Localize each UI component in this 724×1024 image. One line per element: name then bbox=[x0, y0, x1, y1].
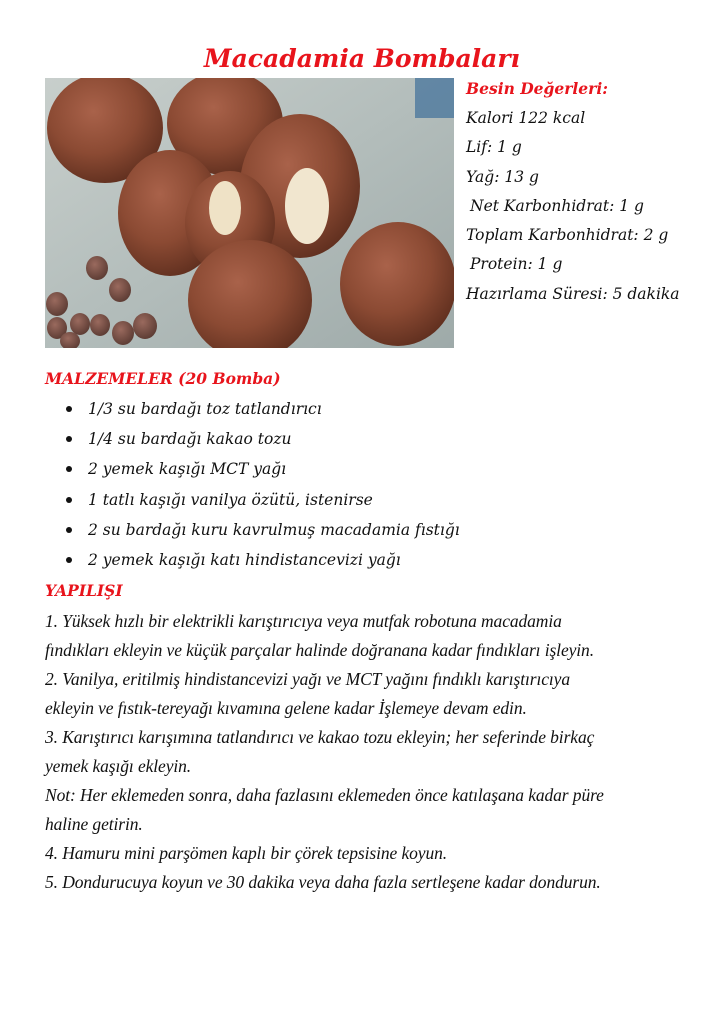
instruction-line: 3. Karıştırıcı karışımına tatlandırıcı ve kakao tozu ekleyin; her seferinde birkaç bbox=[45, 727, 595, 747]
ingredient-text: 2 yemek kaşığı MCT yağı bbox=[88, 460, 287, 479]
instruction-line: yemek kaşığı ekleyin. bbox=[45, 756, 192, 776]
instruction-line: fındıkları ekleyin ve küçük parçalar halinde doğranana kadar fındıkları işleyin. bbox=[45, 640, 594, 660]
chocolate-chip bbox=[90, 314, 110, 336]
bullet-icon bbox=[66, 557, 72, 563]
instruction-note: haline getirin. bbox=[45, 814, 143, 834]
bullet-icon bbox=[66, 466, 72, 472]
instructions-heading: YAPILIŞI bbox=[45, 581, 123, 600]
nutrition-calories: Kalori 122 kcal bbox=[466, 109, 586, 127]
ingredient-text: 1/3 su bardağı toz tatlandırıcı bbox=[88, 400, 322, 418]
ingredient-item bbox=[62, 458, 460, 488]
nutrition-heading: Besin Değerleri: bbox=[466, 79, 608, 98]
instruction-line: ekleyin ve fıstık-tereyağı kıvamına gelene kadar İşlemeye devam edin. bbox=[45, 698, 527, 718]
nutrition-total-carbs: Toplam Karbonhidrat: 2 g bbox=[466, 226, 669, 245]
nutrition-fiber: Lif: 1 g bbox=[466, 138, 522, 157]
ingredient-item bbox=[62, 398, 460, 428]
chocolate-ball bbox=[340, 222, 454, 346]
instruction-line: 5. Dondurucuya koyun ve 30 dakika veya daha fazla sertleşene kadar dondurun. bbox=[45, 872, 601, 892]
bullet-icon bbox=[66, 527, 72, 533]
chocolate-chip bbox=[46, 292, 68, 316]
instruction-note: Not: Her eklemeden sonra, daha fazlasını eklemeden önce katılaşana kadar püre bbox=[45, 785, 604, 805]
macadamia-nut bbox=[209, 181, 241, 235]
chocolate-balls-illustration bbox=[45, 78, 454, 348]
ingredient-text: 2 su bardağı kuru kavrulmuş macadamia fıstığı bbox=[88, 520, 460, 539]
nutrition-fat: Yağ: 13 g bbox=[466, 167, 539, 186]
ingredients-list bbox=[62, 398, 460, 579]
ingredient-item bbox=[62, 428, 460, 458]
ingredient-item bbox=[62, 489, 460, 519]
chocolate-chip bbox=[86, 256, 108, 280]
macadamia-nut bbox=[285, 168, 329, 244]
recipe-photo bbox=[45, 78, 454, 348]
ingredient-text: 2 yemek kaşığı katı hindistancevizi yağı bbox=[88, 550, 401, 569]
chocolate-chip bbox=[133, 313, 157, 339]
nutrition-prep-time: Hazırlama Süresi: 5 dakika bbox=[466, 284, 680, 303]
ingredient-text: 1 tatlı kaşığı vanilya özütü, istenirse bbox=[88, 490, 373, 509]
bullet-icon bbox=[66, 497, 72, 503]
nutrition-protein: Protein: 1 g bbox=[470, 255, 563, 274]
chocolate-chip bbox=[70, 313, 90, 335]
instruction-line: 1. Yüksek hızlı bir elektrikli karıştırıcıya veya mutfak robotuna macadamia bbox=[45, 611, 562, 631]
instruction-line: 2. Vanilya, eritilmiş hindistancevizi yağı ve MCT yağını fındıklı karıştırıcıya bbox=[45, 669, 570, 689]
ingredient-item bbox=[62, 519, 460, 549]
nutrition-net-carbs: Net Karbonhidrat: 1 g bbox=[470, 196, 644, 215]
bullet-icon bbox=[66, 436, 72, 442]
instructions-text bbox=[45, 610, 705, 900]
chocolate-chip bbox=[112, 321, 134, 345]
instruction-line: 4. Hamuru mini parşömen kaplı bir çörek tepsisine koyun. bbox=[45, 843, 448, 863]
bullet-icon bbox=[66, 406, 72, 412]
ingredient-text: 1/4 su bardağı kakao tozu bbox=[88, 430, 292, 449]
nutrition-facts bbox=[466, 78, 722, 312]
ingredient-item bbox=[62, 549, 460, 579]
chocolate-chip bbox=[109, 278, 131, 302]
ingredients-heading: MALZEMELER (20 Bomba) bbox=[45, 369, 281, 388]
recipe-title: Macadamia Bombaları bbox=[203, 44, 521, 73]
